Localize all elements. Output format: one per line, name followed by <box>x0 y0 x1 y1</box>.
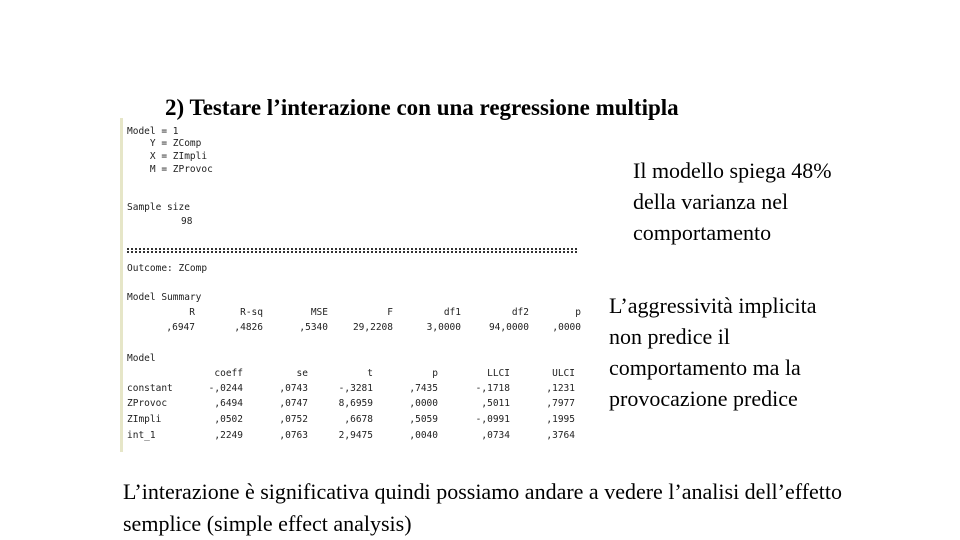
spss-output-panel <box>120 118 585 452</box>
coef-cell: -,0244 <box>208 383 243 394</box>
coef-cell: ,0752 <box>279 414 308 425</box>
coef-cell: ,0734 <box>481 430 510 441</box>
summary-header: df1 <box>443 307 461 318</box>
coef-row-label: constant <box>127 383 173 394</box>
coef-cell: 8,6959 <box>338 398 373 409</box>
coef-row-label: int_1 <box>127 430 156 441</box>
coef-header: se <box>296 368 308 379</box>
summary-header: p <box>575 307 581 318</box>
coef-cell: ,0747 <box>279 398 308 409</box>
coef-cell: ,0502 <box>214 414 243 425</box>
conclusion-text: L’interazione è significativa quindi possiamo andare a vedere l’analisi dell’effetto semplice (simple effect analysis) <box>123 479 843 536</box>
outcome-label: Outcome: ZComp <box>127 263 208 274</box>
summary-header: df2 <box>511 307 529 318</box>
coef-cell: ,6678 <box>344 414 373 425</box>
coef-cell: -,1718 <box>475 383 510 394</box>
coef-cell: 2,9475 <box>338 430 373 441</box>
coef-cell: ,7977 <box>546 398 575 409</box>
model-label: Model <box>127 353 156 364</box>
m-line: M = ZProvoc <box>127 164 213 175</box>
coef-header: LLCI <box>487 368 510 379</box>
sample-size-label: Sample size <box>127 202 190 213</box>
coef-cell: ,1995 <box>546 414 575 425</box>
coef-cell: -,3281 <box>338 383 373 394</box>
coef-row-label: ZProvoc <box>127 398 168 409</box>
coef-cell: ,6494 <box>214 398 243 409</box>
coef-header: ULCI <box>552 368 575 379</box>
slide-title: 2) Testare l’interazione con una regressione multipla <box>165 95 679 120</box>
coef-header: coeff <box>214 368 243 379</box>
predictor-note: L’aggressività implicita non predice il comportamento ma la provocazione predice <box>609 293 817 411</box>
summary-header: R <box>189 307 195 318</box>
summary-value: 29,2208 <box>352 322 393 333</box>
sample-size-value: 98 <box>181 216 193 227</box>
coef-header: p <box>432 368 438 379</box>
coef-cell: ,0763 <box>279 430 308 441</box>
summary-value: ,0000 <box>552 322 581 333</box>
coef-cell: ,3764 <box>546 430 575 441</box>
coef-cell: ,5059 <box>409 414 438 425</box>
summary-header: MSE <box>310 307 328 318</box>
coef-cell: ,7435 <box>409 383 438 394</box>
coef-header: t <box>367 368 373 379</box>
coef-cell: ,0040 <box>409 430 438 441</box>
coef-cell: ,1231 <box>546 383 575 394</box>
summary-header: F <box>387 307 393 318</box>
model-summary-label: Model Summary <box>127 292 202 303</box>
summary-value: ,5340 <box>299 322 328 333</box>
separator-line <box>127 251 579 255</box>
summary-header: R-sq <box>240 307 263 318</box>
summary-value: ,4826 <box>234 322 263 333</box>
coef-row-label: ZImpli <box>127 414 162 425</box>
summary-value: 94,0000 <box>488 322 529 333</box>
summary-value: 3,0000 <box>426 322 461 333</box>
x-line: X = ZImpli <box>127 151 208 162</box>
model-line: Model = 1 <box>127 126 179 137</box>
coef-cell: ,5011 <box>481 398 510 409</box>
coef-cell: ,0000 <box>409 398 438 409</box>
coef-cell: ,0743 <box>279 383 308 394</box>
coef-cell: ,2249 <box>214 430 243 441</box>
summary-value: ,6947 <box>166 322 195 333</box>
y-line: Y = ZComp <box>127 138 202 149</box>
coef-cell: -,0991 <box>475 414 510 425</box>
variance-note: Il modello spiega 48% della varianza nel comportamento <box>633 158 832 245</box>
